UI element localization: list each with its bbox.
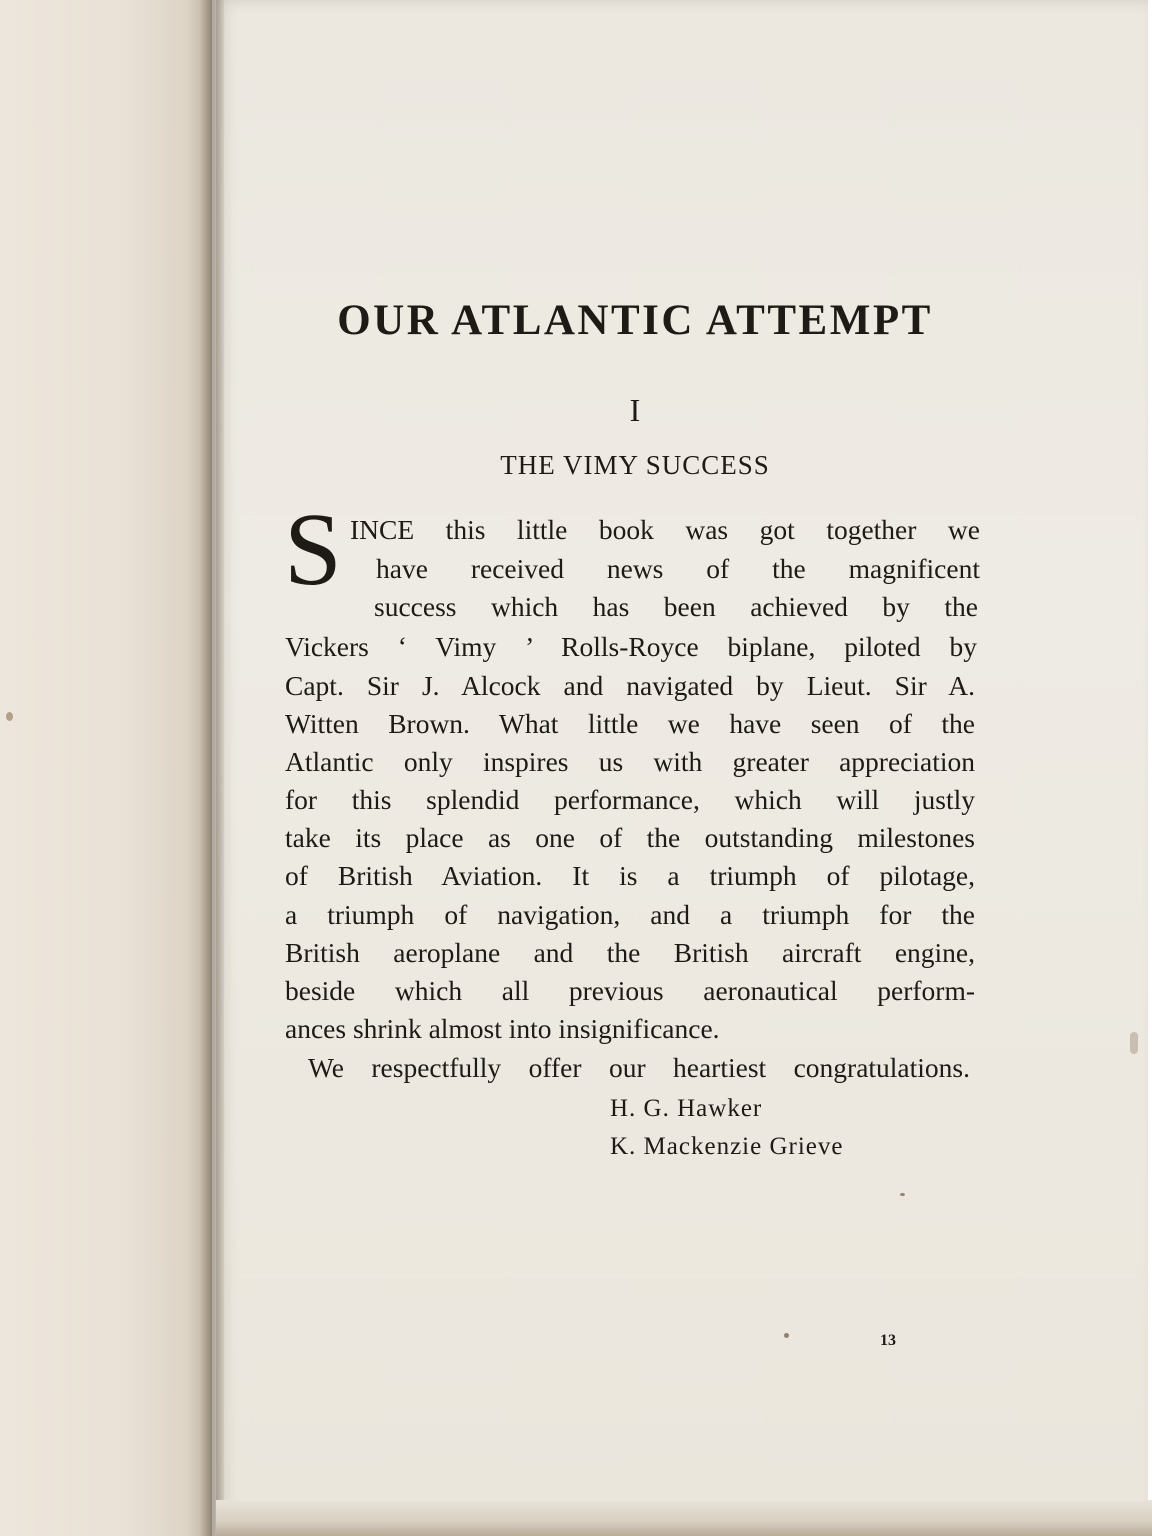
body-line: INCE this little book was got together we (350, 514, 980, 545)
paper-speck (784, 1333, 789, 1338)
body-line: a triumph of navigation, and a triumph for the (285, 899, 975, 930)
body-line: Atlantic only inspires us with greater appreciation (285, 746, 975, 777)
body-line: for this splendid performance, which will justly (285, 784, 975, 815)
paper-speck (6, 712, 13, 721)
body-line: British aeroplane and the British aircraft engine, (285, 937, 975, 968)
body-line: Witten Brown. What little we have seen of the (285, 708, 975, 739)
signature-hawker: H. G. Hawker (610, 1095, 763, 1122)
book-title: OUR ATLANTIC ATTEMPT (337, 297, 933, 344)
body-line: success which has been achieved by the (374, 591, 978, 622)
body-line: have received news of the magnificent (376, 553, 980, 584)
page-number: 13 (880, 1332, 896, 1349)
body-line: take its place as one of the outstanding milestones (285, 822, 975, 853)
body-line: Vickers ‘ Vimy ’ Rolls-Royce biplane, piloted by (285, 631, 977, 662)
chapter-number: I (629, 392, 641, 428)
body-line: beside which all previous aeronautical perform- (285, 975, 975, 1006)
paper-speck (1130, 1032, 1138, 1054)
paper-speck (900, 1193, 905, 1196)
drop-cap: S (284, 492, 342, 607)
body-line: We respectfully offer our heartiest congratulations. (308, 1052, 970, 1083)
signature-grieve: K. Mackenzie Grieve (610, 1133, 844, 1160)
page-bottom-edge (216, 1500, 1152, 1536)
body-line: Capt. Sir J. Alcock and navigated by Lieut. Sir A. (285, 670, 975, 701)
body-line: ances shrink almost into insignificance. (285, 1013, 720, 1044)
chapter-title: THE VIMY SUCCESS (500, 450, 770, 480)
left-page (0, 0, 212, 1536)
book-gutter (200, 0, 224, 1536)
body-line: of British Aviation. It is a triumph of pilotage, (285, 860, 975, 891)
